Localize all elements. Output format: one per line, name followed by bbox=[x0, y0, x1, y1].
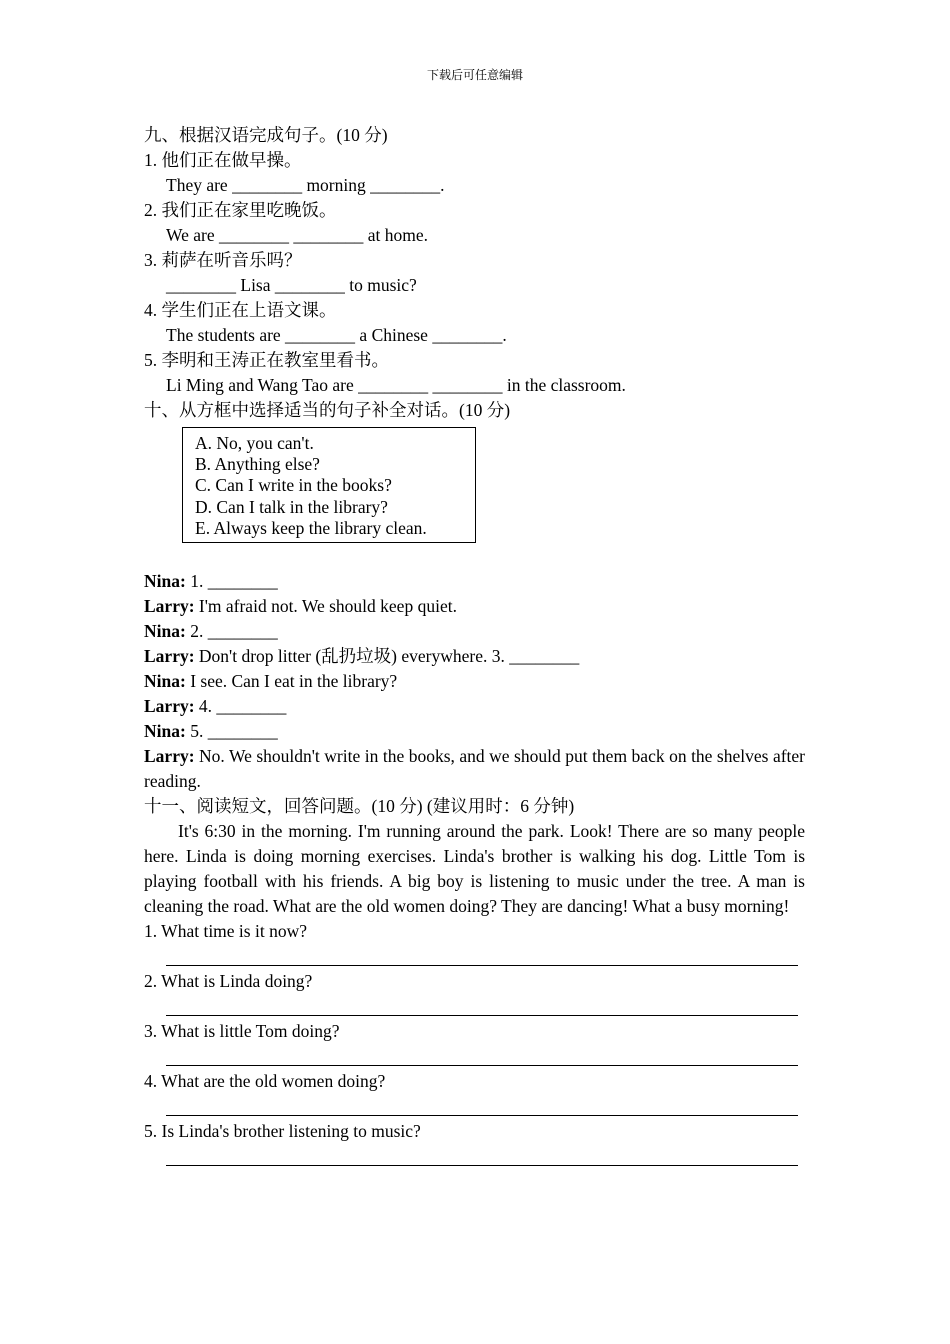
answer-line-4[interactable] bbox=[166, 1094, 798, 1119]
question-1: 1. What time is it now? bbox=[144, 921, 307, 942]
dialogue-line bbox=[144, 594, 805, 619]
dialogue-text: 2. ________ bbox=[190, 621, 278, 642]
section-9-item-2-english: We are ________ ________ at home. bbox=[166, 225, 429, 245]
options-box bbox=[182, 427, 476, 543]
dialogue-speaker: Nina: bbox=[144, 671, 186, 692]
answer-line-3[interactable] bbox=[166, 1044, 798, 1069]
question-3: 3. What is little Tom doing? bbox=[144, 1021, 340, 1042]
dialogue-text: No. We shouldn't write in the books, and we should put them back on the shelves after reading. bbox=[144, 746, 805, 792]
section-9-item-1-english: They are ________ morning ________. bbox=[166, 175, 445, 195]
dialogue-speaker: Larry: bbox=[144, 696, 195, 717]
reading-passage: It's 6:30 in the morning. I'm running around the park. Look! There are so many people here. Linda is doing morning exercises. Linda's brother is walking his dog. Little Tom is playing football with his friends. A big boy is listening to music under the tree. A man is cleaning the road. What are the old women doing? They are dancing! What a busy morning! bbox=[144, 821, 805, 917]
section-9-item-1-chinese: 1. 他们正在做早操。 bbox=[144, 150, 302, 170]
section-9-item-5-chinese: 5. 李明和王涛正在教室里看书。 bbox=[144, 350, 389, 370]
question-5: 5. Is Linda's brother listening to music? bbox=[144, 1121, 421, 1142]
dialogue-text: I see. Can I eat in the library? bbox=[190, 671, 398, 692]
question-4: 4. What are the old women doing? bbox=[144, 1071, 386, 1092]
option-b: B. Anything else? bbox=[195, 454, 320, 475]
dialogue-line bbox=[144, 694, 805, 719]
dialogue-speaker: Larry: bbox=[144, 596, 195, 617]
answer-line-5[interactable] bbox=[166, 1144, 798, 1169]
option-c: C. Can I write in the books? bbox=[195, 475, 392, 496]
section-9-item-5-english: Li Ming and Wang Tao are ________ ________ in the classroom. bbox=[166, 375, 626, 395]
section-9-item-3-chinese: 3. 莉萨在听音乐吗？ bbox=[144, 250, 302, 270]
option-e: E. Always keep the library clean. bbox=[195, 517, 427, 538]
worksheet-content bbox=[144, 123, 805, 1169]
section-9-item-3-english: ________ Lisa ________ to music? bbox=[166, 275, 417, 295]
option-d: D. Can I talk in the library? bbox=[195, 496, 388, 517]
dialogue-text: 5. ________ bbox=[190, 721, 278, 742]
section-10-title: 十、从方框中选择适当的句子补全对话。(10 分) bbox=[144, 400, 511, 420]
dialogue-speaker: Larry: bbox=[144, 646, 195, 667]
answer-line-1[interactable] bbox=[166, 944, 798, 969]
dialogue-speaker: Larry: bbox=[144, 746, 195, 767]
section-9-item-4-chinese: 4. 学生们正在上语文课。 bbox=[144, 300, 337, 320]
page-header: 下载后可任意编辑 bbox=[426, 68, 523, 82]
dialogue-speaker: Nina: bbox=[144, 621, 186, 642]
option-a: A. No, you can't. bbox=[195, 433, 314, 453]
dialogue-text: 1. ________ bbox=[190, 571, 278, 592]
section-9-item-4-english: The students are ________ a Chinese ________. bbox=[166, 325, 507, 345]
dialogue-line bbox=[144, 619, 805, 644]
section-9-title: 九、根据汉语完成句子。(10 分) bbox=[144, 125, 388, 145]
dialogue-text: 4. ________ bbox=[198, 696, 287, 717]
dialogue-line bbox=[144, 569, 805, 594]
section-11-title: 十一、阅读短文，回答问题。(10 分) (建议用时：6 分钟) bbox=[144, 796, 575, 817]
dialogue-speaker: Nina: bbox=[144, 571, 186, 592]
dialogue-line bbox=[144, 644, 805, 669]
dialogue-line bbox=[144, 744, 805, 794]
answer-line-2[interactable] bbox=[166, 994, 798, 1019]
dialogue-line bbox=[144, 669, 805, 694]
spacer bbox=[144, 543, 805, 569]
dialogue-speaker: Nina: bbox=[144, 721, 186, 742]
dialogue-line bbox=[144, 719, 805, 744]
dialogue-text: Don't drop litter (乱扔垃圾) everywhere. 3. ________ bbox=[198, 646, 580, 667]
section-9-item-2-chinese: 2. 我们正在家里吃晚饭。 bbox=[144, 200, 337, 220]
dialogue-text: I'm afraid not. We should keep quiet. bbox=[198, 596, 457, 617]
question-2: 2. What is Linda doing? bbox=[144, 971, 313, 992]
